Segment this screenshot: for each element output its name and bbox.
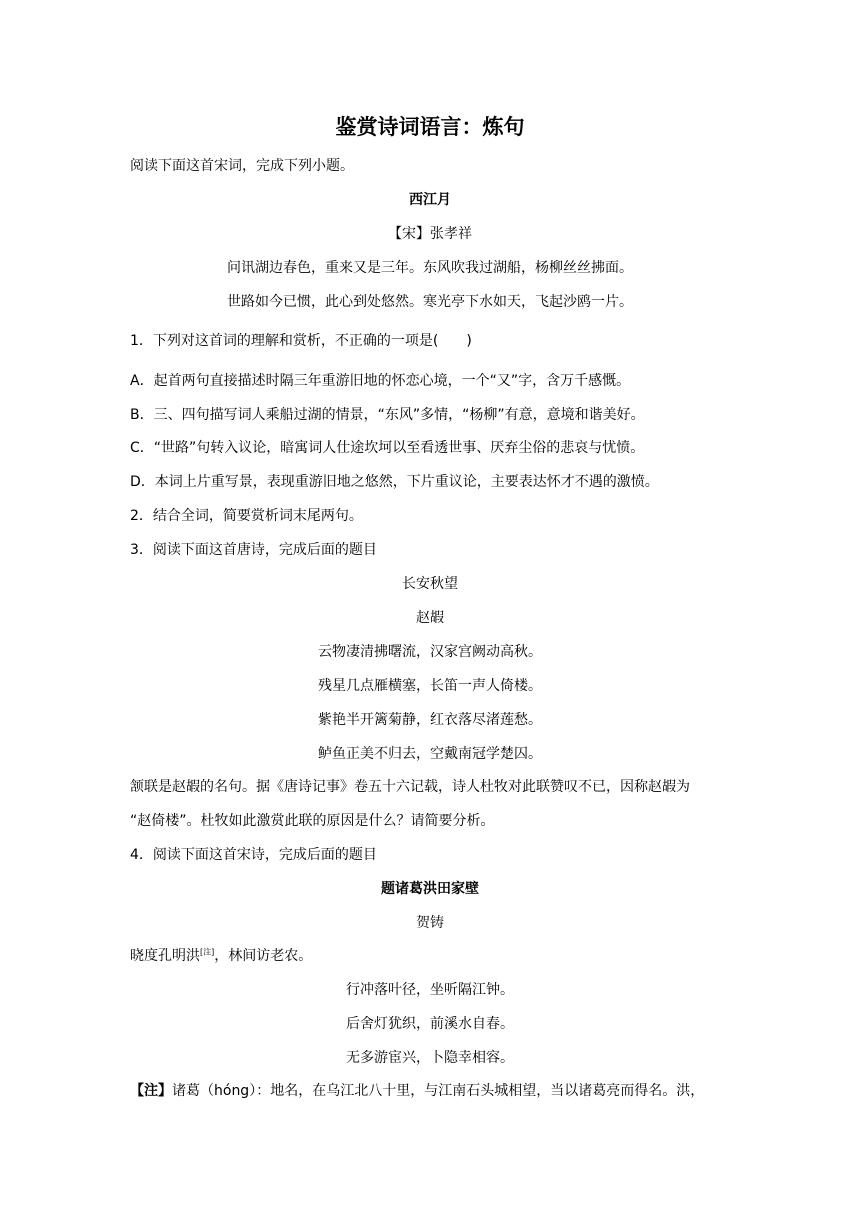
question-1-option-b: B．三、四句描写词人乘船过湖的情景，“东风”多情，“杨柳”有意，意境和谐美好。 bbox=[130, 407, 645, 423]
poem2-line: 云物凄清拂曙流，汉家宫阙动高秋。 bbox=[318, 644, 542, 660]
question-1-stem: 1．下列对这首词的理解和赏析，不正确的一项是( ) bbox=[130, 333, 472, 349]
question-3-stem: 3．阅读下面这首唐诗，完成后面的题目 bbox=[130, 542, 377, 558]
poem1-line: 问讯湖边春色，重来又是三年。东风吹我过湖船，杨柳丝丝拂面。 bbox=[227, 260, 633, 276]
poem1-title: 西江月 bbox=[409, 192, 451, 208]
poem3-author: 贺铸 bbox=[416, 915, 444, 931]
poem3-first-line-text: 晓度孔明洪 bbox=[130, 948, 200, 964]
intro-text: 阅读下面这首宋词，完成下列小题。 bbox=[130, 158, 354, 174]
poem2-title: 长安秋望 bbox=[402, 576, 458, 592]
question-3-text: 颔联是赵嘏的名句。据《唐诗记事》卷五十六记载，诗人杜牧对此联赞叹不已，因称赵嘏为 bbox=[130, 779, 690, 795]
poem2-author: 赵嘏 bbox=[416, 610, 444, 626]
question-1-option-d: D．本词上片重写景，表现重游旧地之悠然，下片重议论，主要表达怀才不遇的激愤。 bbox=[130, 474, 659, 490]
poem2-line: 紫艳半开篱菊静，红衣落尽渚莲愁。 bbox=[318, 712, 542, 728]
poem1-line: 世路如今已惯，此心到处悠然。寒光亭下水如天，飞起沙鸥一片。 bbox=[227, 294, 633, 310]
question-4-stem: 4．阅读下面这首宋诗，完成后面的题目 bbox=[130, 847, 377, 863]
question-1-option-a: A．起首两句直接描述时隔三年重游旧地的怀恋心境，一个“又”字，含万千感慨。 bbox=[130, 373, 631, 389]
poem2-line: 鲈鱼正美不归去，空戴南冠学楚囚。 bbox=[318, 746, 542, 762]
poem2-line: 残星几点雁横塞，长笛一声人倚楼。 bbox=[318, 678, 542, 694]
question-1-option-c: C．“世路”句转入议论，暗寓词人仕途坎坷以至看透世事、厌弃尘俗的悲哀与忧愤。 bbox=[130, 440, 645, 456]
footnote-label: 【注】 bbox=[130, 1083, 172, 1099]
poem3-line: 无多游宦兴，卜隐幸相容。 bbox=[346, 1050, 514, 1066]
question-2: 2．结合全词，简要赏析词末尾两句。 bbox=[130, 508, 363, 524]
poem3-title: 题诸葛洪田家壁 bbox=[381, 881, 479, 897]
poem3-first-line bbox=[130, 946, 312, 966]
poem1-author: 【宋】张孝祥 bbox=[388, 226, 472, 242]
poem3-line: 后舍灯犹织，前溪水自春。 bbox=[346, 1016, 514, 1032]
question-3-text: “赵倚楼”。杜牧如此激赏此联的原因是什么？请简要分析。 bbox=[130, 813, 495, 829]
poem3-first-line-rest: ，林间访老农。 bbox=[214, 948, 313, 964]
poem3-line: 行冲落叶径，坐听隔江钟。 bbox=[346, 982, 514, 998]
footnote-marker: [注] bbox=[200, 947, 215, 957]
footnote-text: 诸葛（hóng）：地名，在乌江北八十里，与江南石头城相望，当以诸葛亮而得名。洪， bbox=[172, 1083, 705, 1099]
footnote bbox=[130, 1081, 704, 1101]
page-title: 鉴赏诗词语言：炼句 bbox=[335, 115, 525, 139]
